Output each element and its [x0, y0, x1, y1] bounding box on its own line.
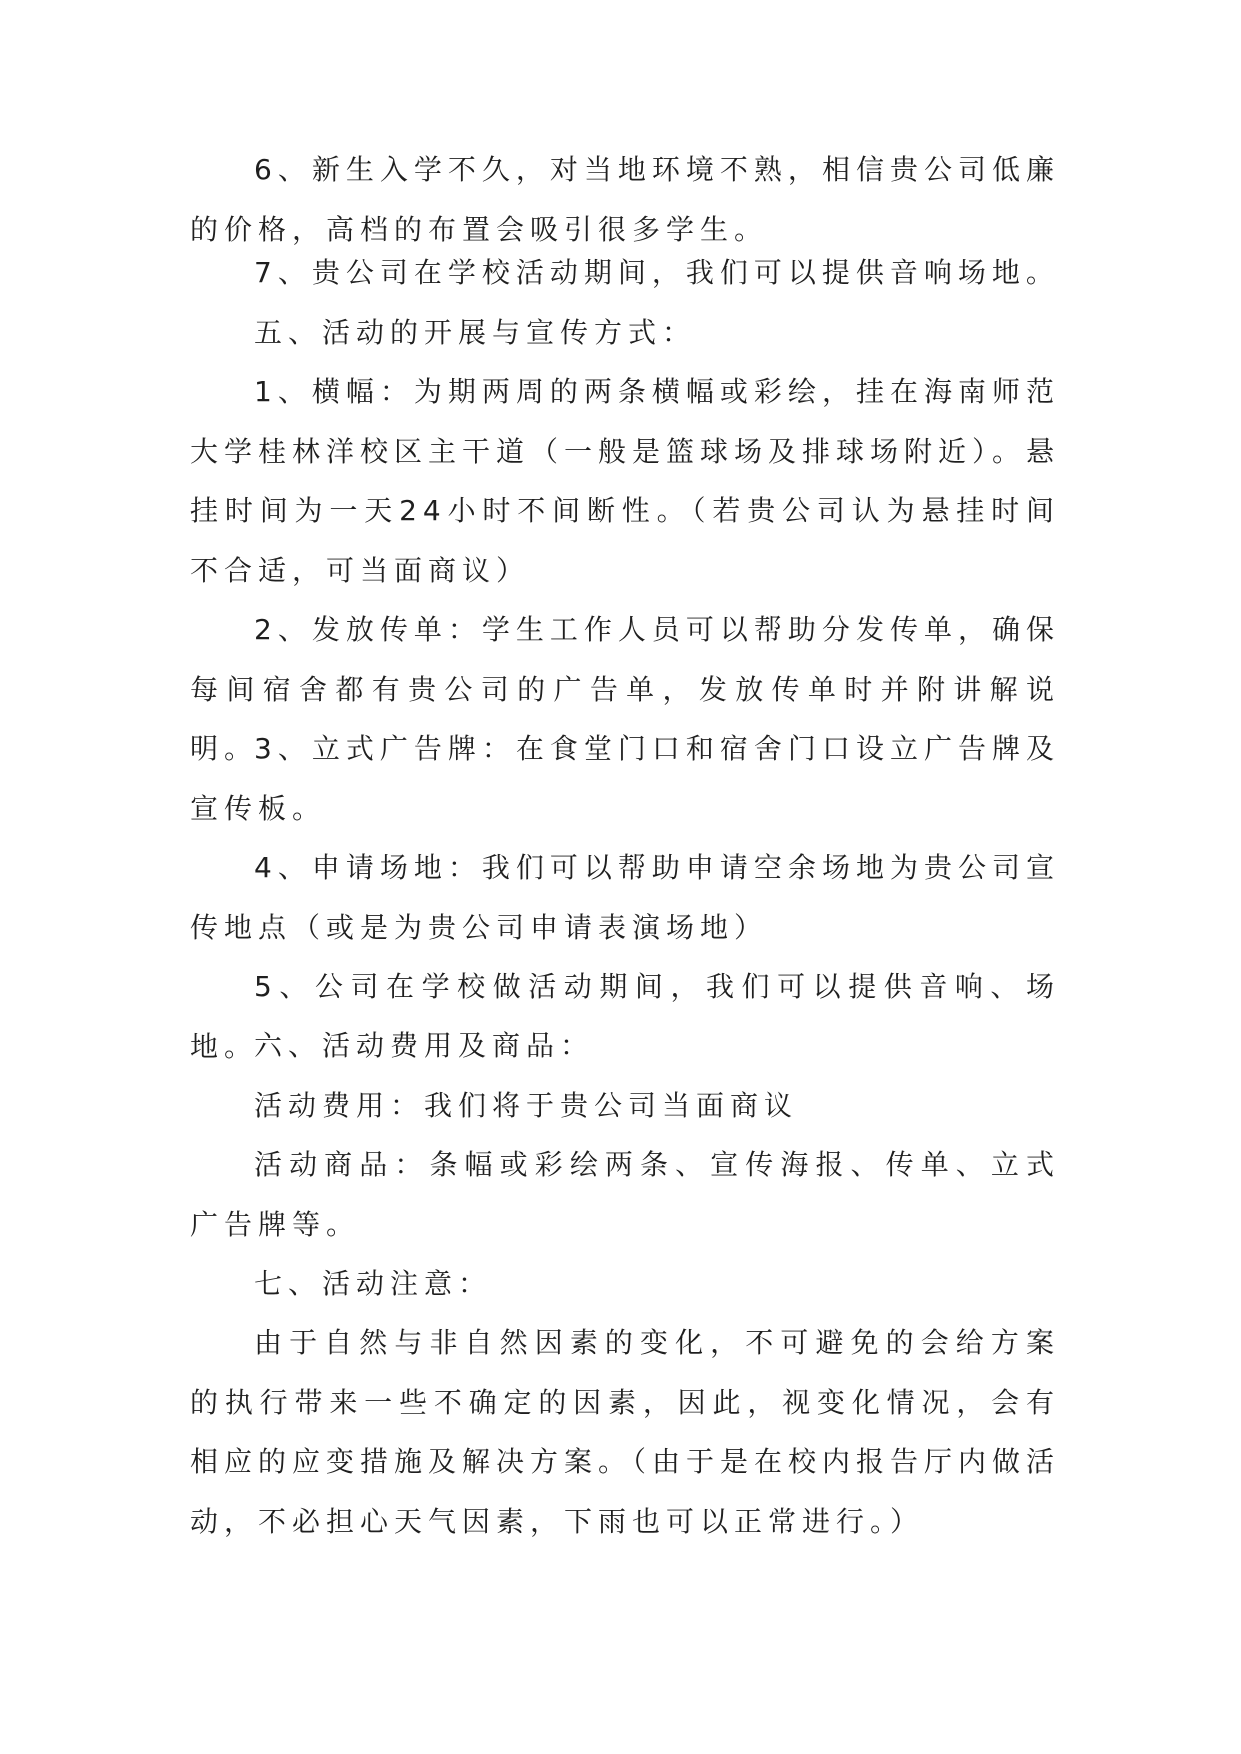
- paragraph-item-7: 7、贵公司在学校活动期间，我们可以提供音响场地。: [254, 256, 1060, 289]
- paragraph-notice: 由于自然与非自然因素的变化，不可避免的会给方案的执行带来一些不确定的因素，因此，视变化情况，会有相应的应变措施及解决方案。（由于是在校内报告厅内做活动，不必担心天气因素，下雨也可以正常进行。）: [190, 1326, 1061, 1538]
- paragraph-goods: 活动商品：条幅或彩绘两条、宣传海报、传单、立式广告牌等。: [190, 1148, 1060, 1241]
- section-heading-6: 六、活动费用及商品：: [254, 1029, 595, 1062]
- paragraph-flyers: 2、发放传单：学生工作人员可以帮助分发传单，确保每间宿舍都有贵公司的广告单，发放传单时并附讲解说明。: [190, 613, 1060, 765]
- paragraph-item-6: 6、新生入学不久，对当地环境不熟，相信贵公司低廉的价格，高档的布置会吸引很多学生。: [190, 153, 1060, 246]
- paragraph-fees: 活动费用：我们将于贵公司当面商议: [254, 1089, 799, 1122]
- paragraph-banner: 1、横幅：为期两周的两条横幅或彩绘，挂在海南师范大学桂林洋校区主干道（一般是篮球场及排球场附近）。悬挂时间为一天24小时不间断性。（若贵公司认为悬挂时间不合适，可当面商议）: [190, 375, 1061, 587]
- section-heading-7: 七、活动注意：: [254, 1267, 493, 1300]
- section-heading-5: 五、活动的开展与宣传方式：: [254, 316, 697, 349]
- paragraph-billboard: 3、立式广告牌：在食堂门口和宿舍门口设立广告牌及宣传板。: [190, 732, 1060, 825]
- paragraph-venue: 4、申请场地：我们可以帮助申请空余场地为贵公司宣传地点（或是为贵公司申请表演场地）: [190, 851, 1060, 944]
- paragraph-audio: 5、公司在学校做活动期间，我们可以提供音响、场地。: [190, 970, 1060, 1063]
